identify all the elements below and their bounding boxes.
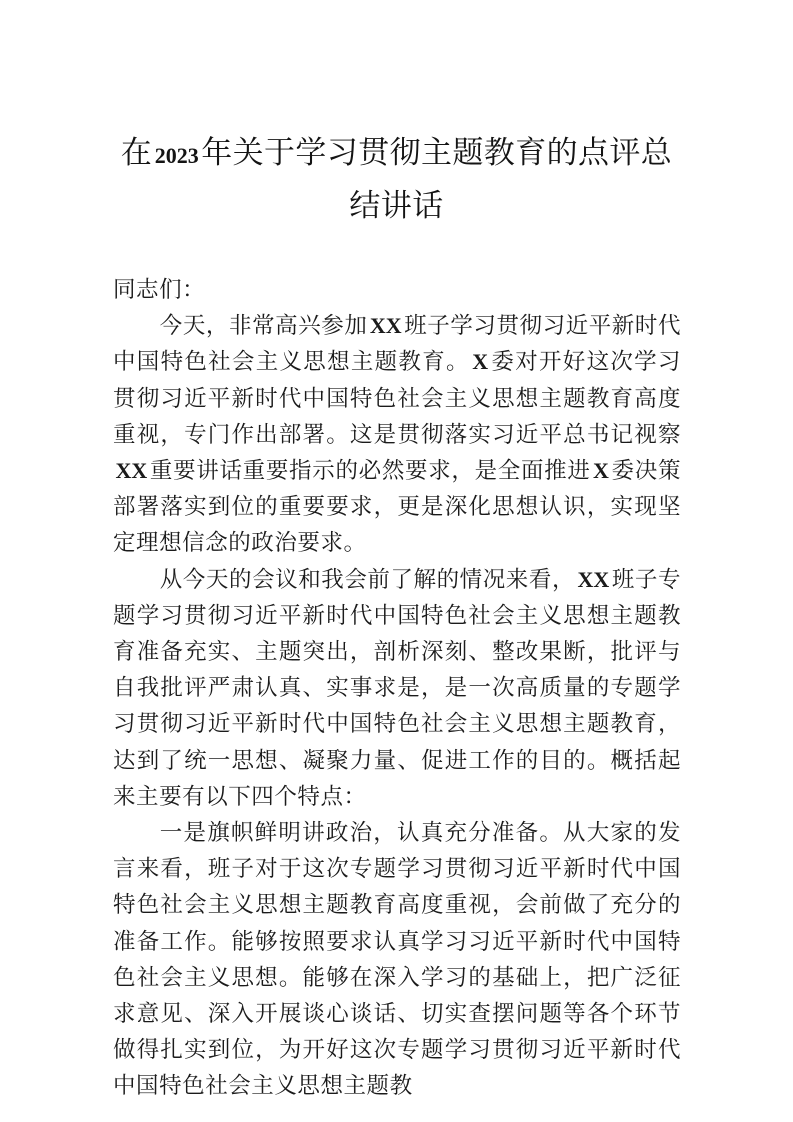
latin-run: XX [369, 313, 402, 339]
latin-run: X [472, 349, 489, 375]
body-paragraph-3: 一是旗帜鲜明讲政治，认真充分准备。从大家的发言来看，班子对于这次专题学习贯彻习近平新时代中国特色社会主义思想主题教育高度重视，会前做了充分的准备工作。能够按照要求认真学习习近平新时代中国特色社会主义思想。能够在深入学习的基础上，把广泛征求意见、深入开展谈心谈话、切实查摆问题等各个环节做得扎实到位，为开好这次专题学习贯彻习近平新时代中国特色社会主义思想主题教 [113, 820, 681, 1100]
latin-run: XX [115, 458, 148, 484]
latin-run: XX [577, 566, 610, 592]
page-title: 在 2023年关于学习贯彻主题教育的点评总结讲话 [120, 135, 673, 224]
latin-run: 2023 [154, 143, 199, 168]
body-paragraph-1: 今天，非常高兴参加 XX 班子学习贯彻习近平新时代中国特色社会主义思想主题教育。 X 委对开好这次学习贯彻习近平新时代中国特色社会主义思想主题教育高度重视，专门作出部署。这是贯彻落实习近平总书记视察XX 重要讲话重要指示的必然要求，是全面推进 X 委决策部署落实到位的重要要求，更是深化思想认识，实现坚定理想信念的政治要求。 [113, 313, 681, 557]
body-paragraph-2: 从今天的会议和我会前了解的情况来看， XX 班子专题学习贯彻习近平新时代中国特色社会主义思想主题教育准备充实、主题突出，剖析深刻、整改果断，批评与自我批评严肃认真、实事求是，是一次高质量的专题学习贯彻习近平新时代中国特色社会主义思想主题教育，达到了统一思想、凝聚力量、促进工作的目的。概括起来主要有以下四个特点： [113, 566, 681, 810]
latin-run: X [593, 458, 609, 484]
salutation-line: 同志们： [113, 277, 206, 303]
document-body [113, 272, 681, 1105]
